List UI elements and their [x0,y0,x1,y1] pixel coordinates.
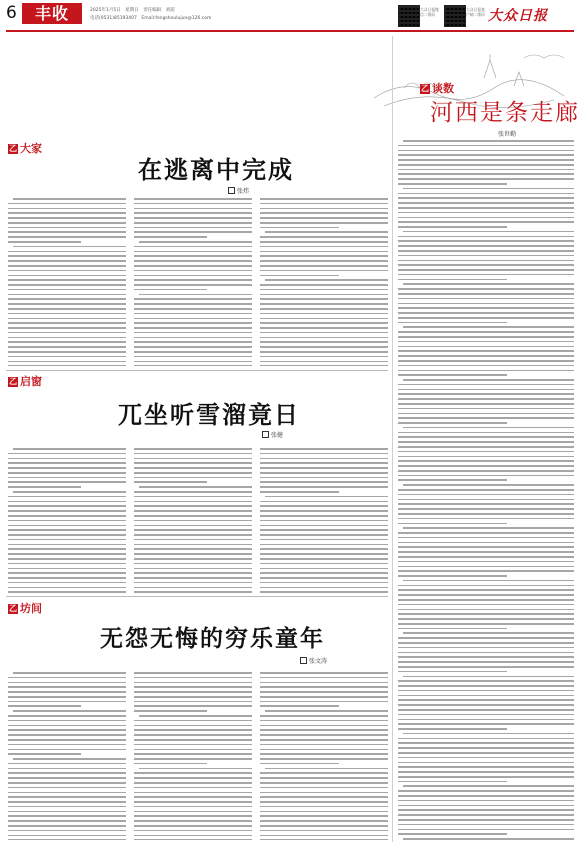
byline: 张炜 [228,186,249,195]
column-tag: 乙 坊间 [9,602,42,615]
article-body [134,448,252,594]
article-body [8,198,126,366]
byline: 张健 [262,430,283,439]
article-title: 在逃离中完成 [138,155,294,184]
article-body [134,672,252,840]
newspaper-logo: 大众日报 [488,8,548,24]
article-body [260,672,388,840]
qr-code-icon[interactable] [398,5,420,27]
article-body [260,198,388,366]
sidebar-title: 河西是条走廊 [430,100,580,126]
qr-caption: 大众日报微信二维码 [420,7,439,17]
contact-line: 电话(0531)85193407 Email:fengshoulujun@126.com [90,16,212,21]
article-body [260,448,388,594]
column-tag: 乙 谈数 [421,82,454,95]
masthead-rule [6,30,574,32]
column-tag: 乙 启窗 [9,375,42,388]
section-title: 丰收 [22,3,82,24]
date-editor-line: 2025年1月5日 星期日 责任编辑 刘超 [90,8,175,13]
section-divider [6,596,388,597]
article-title: 无怨无悔的穷乐童年 [100,625,325,652]
article-title: 兀坐听雪溜竟日 [118,400,300,429]
qr-code-icon[interactable] [444,5,466,27]
article-body [134,198,252,366]
byline: 张文涛 [300,656,327,665]
page-number: 6 [6,3,17,23]
article-body [8,672,126,840]
article-body [8,448,126,594]
byline: 张世勤 [498,131,517,138]
qr-caption: 大众日报客户端二维码 [466,7,485,17]
section-divider [6,370,388,371]
column-tag: 乙 大家 [9,142,42,155]
column-divider [392,36,393,842]
sidebar-body [398,140,574,840]
